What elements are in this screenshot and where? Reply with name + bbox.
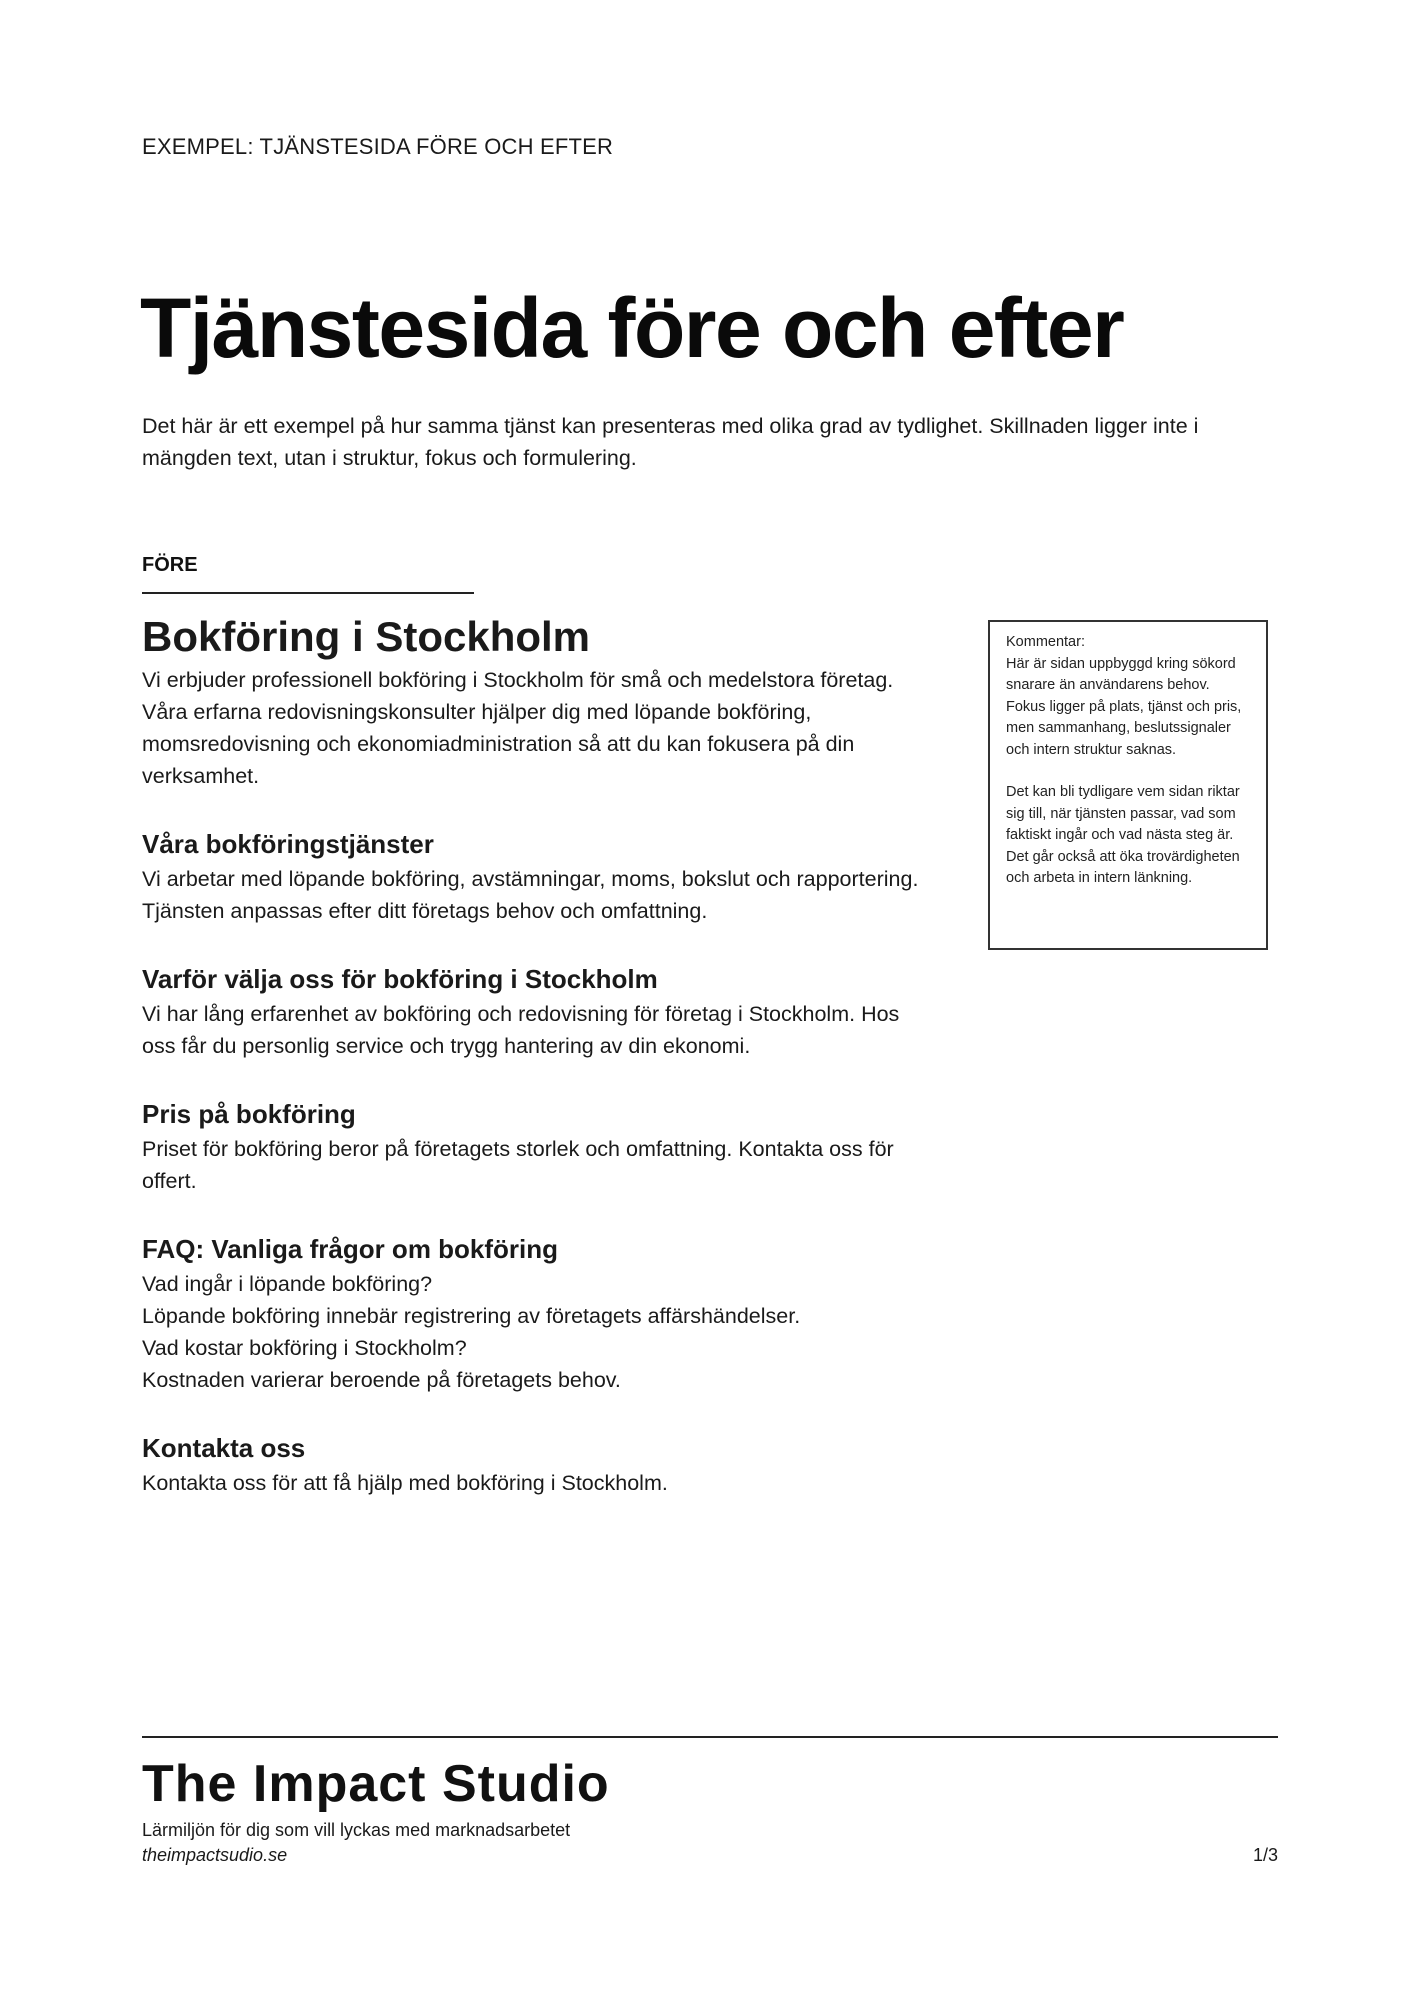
faq-answer: Löpande bokföring innebär registrering av företagets affärshändelser. — [142, 1304, 801, 1329]
contact-text: Kontakta oss för att få hjälp med bokföring i Stockholm. — [142, 1471, 668, 1496]
contact-section — [142, 1430, 932, 1499]
section-label-before: FÖRE — [142, 554, 198, 576]
section-divider — [142, 592, 474, 594]
comment-box — [988, 620, 1268, 950]
website-link[interactable]: theimpactsudio.se — [142, 1845, 288, 1865]
faq-question: Vad kostar bokföring i Stockholm? — [142, 1336, 467, 1361]
contact-heading: Kontakta oss — [142, 1433, 306, 1464]
comment-paragraph: Här är sidan uppbyggd kring sökord snarare än användarens behov. Fokus ligger på plats, tjänst och pris, men sammanhang, beslutssignaler och intern struktur saknas. — [1006, 655, 1242, 758]
faq-heading: FAQ: Vanliga frågor om bokföring — [142, 1234, 559, 1265]
brand-tagline: Lärmiljön för dig som vill lyckas med marknadsarbetet — [142, 1820, 571, 1840]
example-lead: Vi erbjuder professionell bokföring i Stockholm för små och medelstora företag. Våra erfarna redovisningskonsulter hjälper dig med löpande bokföring, momsredovisning och ekonomiadministration så att du kan fokusera på din verksamhet. — [142, 668, 894, 789]
why-section — [142, 961, 932, 1062]
why-heading: Varför välja oss för bokföring i Stockholm — [142, 964, 658, 995]
price-heading: Pris på bokföring — [142, 1099, 356, 1130]
faq-section — [142, 1231, 932, 1396]
services-heading: Våra bokföringstjänster — [142, 829, 434, 860]
why-text: Vi har lång erfarenhet av bokföring och redovisning för företag i Stockholm. Hos oss får du personlig service och trygg hantering av din ekonomi. — [142, 1002, 900, 1059]
document-eyebrow: EXEMPEL: TJÄNSTESIDA FÖRE OCH EFTER — [142, 134, 614, 159]
comment-label: Kommentar: — [1006, 634, 1085, 650]
services-text: Vi arbetar med löpande bokföring, avstämningar, moms, bokslut och rapportering. Tjänsten anpassas efter ditt företags behov och omfattning. — [142, 867, 919, 924]
brand-name: The Impact Studio — [142, 1755, 610, 1813]
services-section — [142, 826, 932, 927]
footer-divider — [142, 1736, 1278, 1738]
example-content — [142, 612, 932, 1499]
faq-question: Vad ingår i löpande bokföring? — [142, 1272, 433, 1297]
page-title: Tjänstesida före och efter — [140, 281, 1124, 375]
price-section — [142, 1096, 932, 1197]
faq-answer: Kostnaden varierar beroende på företagets behov. — [142, 1368, 621, 1393]
example-heading: Bokföring i Stockholm — [142, 613, 591, 660]
price-text: Priset för bokföring beror på företagets storlek och omfattning. Kontakta oss för offert. — [142, 1137, 894, 1194]
intro-paragraph: Det här är ett exempel på hur samma tjänst kan presenteras med olika grad av tydlighet. Skillnaden ligger inte i mängden text, utan i struktur, fokus och formulering. — [142, 414, 1199, 470]
comment-paragraph: Det kan bli tydligare vem sidan riktar sig till, när tjänsten passar, vad som faktiskt ingår och vad nästa steg är. Det går också att öka trovärdigheten och arbeta in intern länkning. — [1006, 784, 1240, 886]
page-number: 1/3 — [1252, 1845, 1278, 1865]
comment-spacer — [1006, 761, 1250, 782]
